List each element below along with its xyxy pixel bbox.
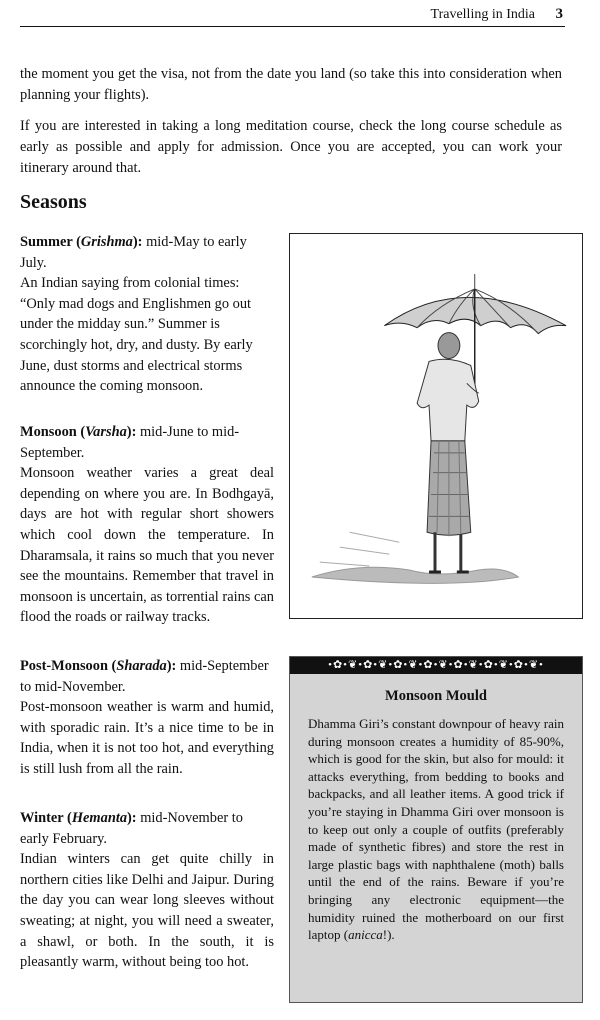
- sidebar-text: [308, 715, 564, 944]
- season-local-name: Sharada: [116, 658, 167, 674]
- season-name: Monsoon: [20, 424, 77, 440]
- head: [438, 333, 460, 359]
- season-range: mid-June to mid-September.: [20, 424, 240, 461]
- season-text: Monsoon weather varies a great deal depending on where you are. In Bodhgayā, days are hot with regular short showers which cool down the temperature. In Dharamsala, it rains so much that you never see the mountains. Remember that travel in monsoon is uncertain, as torrential rains can flood the roads or railway tracks.: [20, 465, 274, 626]
- ground-shadow: [312, 567, 519, 583]
- season-text: An Indian saying from colonial times: “Only mad dogs and Englishmen go out under the midday sun.” Summer is scorchingly hot, dry, and dusty. By early June, dust storms and electrical storms announce the coming monsoon.: [20, 275, 253, 395]
- season-text: Post-monsoon weather is warm and humid, with sporadic rain. It’s a nice time to be in India, when it is not too hot, and everything is still lush from all the rain.: [20, 699, 274, 777]
- running-title: Travelling in India: [430, 7, 535, 22]
- intro-paragraph-1: the moment you get the visa, not from the date you land (so take this into consideration when planning your flights).: [20, 66, 562, 103]
- shirt: [417, 359, 479, 441]
- season-summer: [20, 232, 274, 397]
- season-local-name: Grishma: [80, 234, 133, 250]
- paren-close: ):: [126, 424, 137, 440]
- season-range: mid-November to early February.: [20, 810, 243, 847]
- season-local-name: Varsha: [85, 424, 127, 440]
- season-heading: [20, 656, 274, 697]
- season-range: mid-May to early July.: [20, 234, 247, 271]
- season-heading: [20, 808, 274, 849]
- paren-open: (: [63, 810, 72, 826]
- intro-paragraph-2: If you are interested in taking a long meditation course, check the long course schedule as early as possible and apply for admission. Once you are accepted, you can work your itinerary around that.: [20, 118, 562, 176]
- sidebar-box: [289, 656, 583, 1003]
- paren-open: (: [76, 424, 86, 440]
- paren-close: ):: [132, 234, 143, 250]
- season-monsoon: [20, 422, 274, 628]
- illustration-svg: [290, 234, 582, 618]
- sidebar-title: Monsoon Mould: [385, 688, 487, 704]
- sidebar-ornament: •✿•❦•✿•❦•✿•❦•✿•❦•✿•❦•✿•❦•✿•❦•: [290, 657, 582, 674]
- season-heading: [20, 232, 274, 273]
- paren-close: ):: [127, 810, 137, 826]
- season-winter: [20, 808, 274, 973]
- section-title: Seasons: [20, 191, 87, 213]
- page-number: 3: [555, 6, 563, 22]
- season-name: Winter: [20, 810, 64, 826]
- season-heading: [20, 422, 274, 463]
- running-header: [20, 6, 565, 27]
- season-text: Indian winters can get quite chilly in northern cities like Delhi and Jaipur. During the day you can wear long sleeves without sweating; at night, you will need a sweater, a shawl, or both. In the south, it is pleasantly warm, without being too hot.: [20, 851, 274, 971]
- paren-close: ):: [166, 658, 177, 674]
- sidebar-text-end: !).: [382, 927, 395, 943]
- sidebar-text-main: Dhamma Giri’s constant downpour of heavy rain during monsoon creates a humidity of 85-90%, which is good for the skin, but also for mould: it attacks everything, from bedding to books and backpacks, and all leather items. A good trick if you’re staying in Dhamma Giri over monsoon is to keep out only a couple of outfits (preferably made of synthetic fibres) and store the rest in large plastic bags with naphthalene (moth) balls until the end of the rains. Beware if you’re bringing any electronic equipment—the humidity ruined the motherboard on our first laptop (: [308, 716, 564, 943]
- season-local-name: Hemanta: [71, 810, 128, 826]
- paren-open: (: [107, 658, 117, 674]
- season-name: Summer: [20, 234, 73, 250]
- season-post-monsoon: [20, 656, 274, 780]
- season-name: Post-Monsoon: [20, 658, 108, 674]
- umbrella-figure-illustration: [289, 233, 583, 619]
- paren-open: (: [72, 234, 81, 250]
- sidebar-text-italic: anicca: [348, 927, 383, 943]
- season-range: mid-September to mid-November.: [20, 658, 269, 695]
